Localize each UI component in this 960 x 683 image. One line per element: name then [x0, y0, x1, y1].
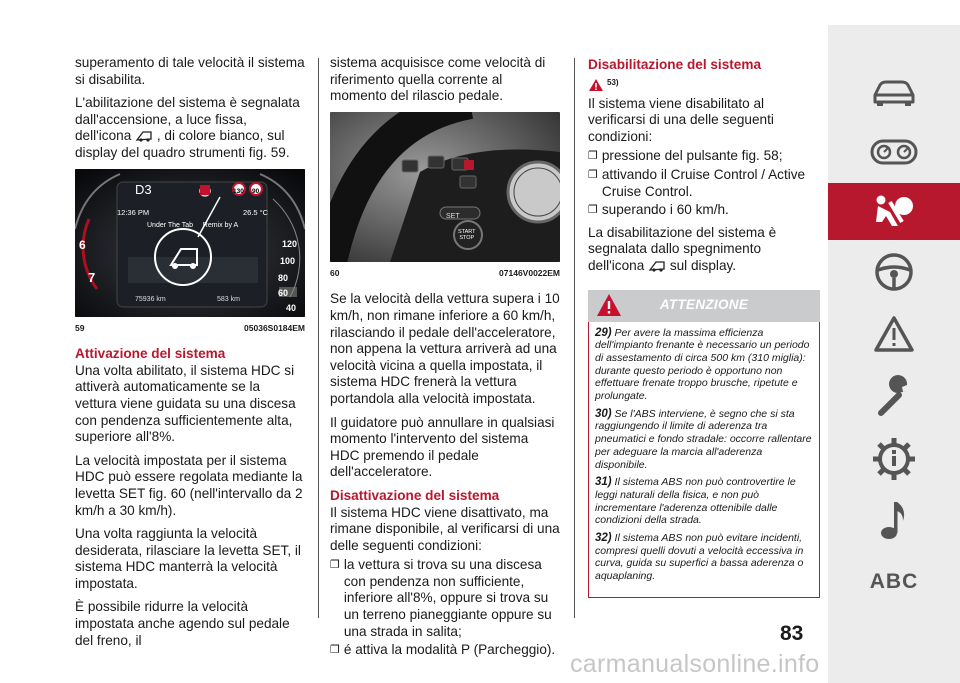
paragraph: Una volta abilitato, il sistema HDC si attiverà automaticamente se la vettura viene guidata su una discesa con pendenza sufficientemente alta, superiore all'8%. — [75, 362, 296, 445]
reference-number: 53) — [607, 78, 619, 87]
warning-text: Se l'ABS interviene, è segno che si sta raggiungendo il limite di aderenza tra pneumatici e fondo stradale: occorre rallentare per adeguare la marcia all'aderenza disponibile. — [595, 407, 812, 471]
warning-item — [595, 476, 813, 527]
bullet-text: la vettura si trova su una discesa con pendenza non sufficiente, inferiore all'8%, oppure si trova su un terreno pianeggiante oppure su una strada in salita; — [343, 557, 552, 639]
figure-59-instrument-cluster — [75, 169, 305, 317]
tick-label: 120 — [282, 238, 298, 249]
music-note-icon — [879, 499, 909, 541]
bullet-text: superando i 60 km/h. — [601, 202, 729, 218]
paragraph: La velocità impostata per il sistema HDC può essere regolata mediante la levetta SET fig. 60 (nell'intervallo da 2 km/h a 30 km/h). — [75, 452, 303, 518]
chapter-sidebar — [828, 25, 960, 683]
paragraph: Una volta raggiunta la velocità desiderata, rilasciare la levetta SET, il sistema HDC manterrà la velocità impostata. — [75, 526, 301, 591]
bullet-marker: ❐ — [330, 644, 340, 657]
warning-number: 31) — [595, 476, 612, 489]
bullet-marker: ❐ — [588, 168, 598, 181]
trip-readout: 583 km — [217, 295, 240, 303]
speed-badge: 90 — [252, 187, 260, 195]
sidebar-item-maintenance[interactable] — [828, 367, 960, 424]
dashboard-icon — [869, 137, 919, 167]
paragraph — [75, 95, 305, 161]
figure-caption — [75, 320, 305, 337]
column-divider — [574, 58, 575, 618]
column-left — [75, 55, 305, 656]
tick-label: 40 — [286, 302, 297, 313]
speed-badge: 130 — [233, 187, 244, 195]
page-number: 83 — [780, 622, 804, 645]
tick-label: 6 — [79, 237, 86, 252]
steering-wheel-icon — [873, 251, 915, 293]
bullet-item — [588, 148, 820, 165]
section-heading: Attivazione del sistema — [75, 346, 226, 362]
paragraph: È possibile ridurre la velocità impostata anche agendo sul pedale del freno, il — [75, 599, 290, 648]
warning-number: 29) — [595, 326, 612, 339]
bullet-item — [330, 557, 560, 640]
set-label: SET — [446, 212, 460, 220]
warning-reference — [588, 74, 820, 92]
warning-title: ATTENZIONE — [659, 297, 749, 313]
odometer-readout: 75936 km — [135, 295, 166, 303]
column-divider — [318, 58, 319, 618]
wrench-icon — [873, 375, 915, 417]
bullet-item — [588, 167, 820, 200]
tick-label: 100 — [280, 255, 296, 266]
figure-code: 07146V0022EM — [499, 267, 560, 278]
figure-60-steering-wheel — [330, 112, 560, 262]
sidebar-item-driving[interactable] — [828, 243, 960, 300]
section-heading: Disattivazione del sistema — [330, 487, 500, 503]
warning-box-header — [588, 290, 820, 322]
media-readout: Under The Tab Remix by A — [147, 221, 239, 229]
warning-text: Per avere la massima efficienza dell'impianto frenante è necessario un periodo di assestamento di circa 500 km (310 miglia): durante questo periodo è opportuno non effettuare frenate troppo brusche, ripetute e prolungate. — [595, 326, 810, 403]
airbag-icon — [872, 192, 916, 232]
figure-number: 59 — [75, 322, 85, 333]
text-span: sul display. — [669, 257, 737, 273]
cluster-illustration — [75, 169, 305, 317]
warning-box — [588, 322, 820, 598]
figure-number: 60 — [330, 267, 340, 278]
warning-number: 30) — [595, 407, 612, 420]
bullet-text: é attiva la modalità P (Parcheggio). — [343, 642, 556, 658]
paragraph — [588, 225, 820, 275]
warning-item — [595, 532, 813, 583]
tick-label: 60 — [278, 287, 289, 298]
paragraph: Il sistema HDC viene disattivato, ma rimane disponibile, al verificarsi di una delle seguenti condizioni: — [330, 504, 560, 553]
section-heading: Disabilitazione del sistema — [588, 57, 762, 72]
start-stop-label: START STOP — [458, 228, 476, 241]
figure-code: 05036S0184EM — [244, 322, 305, 333]
sidebar-item-safety[interactable] — [828, 183, 960, 240]
settings-gear-icon — [871, 436, 917, 482]
clock-readout: 12:36 PM — [117, 207, 150, 217]
sidebar-item-multimedia[interactable] — [828, 491, 960, 548]
paragraph: sistema acquisisce come velocità di riferimento quella corrente al momento del rilascio pedale. — [330, 55, 546, 104]
tick-label: 80 — [278, 272, 289, 283]
bullet-text: pressione del pulsante fig. 58; — [601, 148, 783, 164]
column-right — [588, 55, 820, 598]
abc-index-label: ABC — [869, 569, 919, 593]
warning-triangle-icon — [596, 293, 622, 317]
text-span: La disabilitazione del sistema è segnalata dallo spegnimento dell'icona — [588, 224, 777, 273]
bullet-marker: ❐ — [330, 559, 340, 572]
steering-wheel-illustration — [330, 112, 560, 262]
hdc-icon — [135, 129, 153, 142]
warning-text: Il sistema ABS non può controvertire le leggi naturali della fisica, e non può incrementare l'aderenza ottenibile dalle condizioni della strada. — [595, 476, 796, 527]
bullet-text: attivando il Cruise Control / Active Cruise Control. — [601, 166, 806, 199]
text-span: , di colore bianco, sul display del quadro strumenti fig. 59. — [75, 128, 290, 160]
sidebar-item-dashboard[interactable] — [828, 123, 960, 180]
warning-triangle-icon — [873, 315, 915, 353]
warning-triangle-icon — [588, 78, 604, 92]
hdc-icon — [648, 259, 666, 272]
gear-indicator: D3 — [135, 181, 152, 197]
tick-label: 7 — [88, 269, 96, 285]
watermark: carmanualsonline.info — [570, 650, 820, 678]
column-middle — [330, 55, 560, 661]
bullet-item — [588, 202, 820, 219]
bullet-marker: ❐ — [588, 150, 598, 163]
figure-caption — [330, 265, 560, 282]
temperature-readout: 26.5 °C — [243, 207, 269, 217]
warning-item — [595, 327, 813, 403]
paragraph: superamento di tale velocità il sistema si disabilita. — [75, 55, 305, 87]
text-span: L'abilitazione del sistema è segnalata dall'accensione, a luce fissa, dell'icona — [75, 95, 300, 144]
paragraph: Il guidatore può annullare in qualsiasi momento l'intervento del sistema HDC premendo il pedale dell'acceleratore. — [330, 414, 555, 480]
sidebar-item-warnings[interactable] — [828, 305, 960, 362]
bullet-marker: ❐ — [588, 204, 598, 217]
sidebar-item-car[interactable] — [828, 63, 960, 120]
warning-text: Il sistema ABS non può evitare incidenti, compresi quelli dovuti a velocità eccessiva in curva, guida su superfici a bassa aderenza o aquaplaning. — [595, 532, 804, 583]
car-icon — [871, 77, 917, 107]
warning-item — [595, 408, 813, 472]
sidebar-item-technical-data[interactable] — [828, 430, 960, 487]
paragraph: Il sistema viene disabilitato al verificarsi di una delle seguenti condizioni: — [588, 95, 774, 144]
warning-number: 32) — [595, 532, 612, 545]
bullet-item — [330, 642, 560, 659]
paragraph: Se la velocità della vettura supera i 10 km/h, non rimane inferiore a 60 km/h, rilasciando il pedale dell'acceleratore, non appena la vettura arriverà ad una velocità vicina a quella impostata, il sistema HDC frenerà la vettura portandola alla velocità impostata. — [330, 291, 560, 406]
sidebar-item-index[interactable] — [828, 553, 960, 610]
